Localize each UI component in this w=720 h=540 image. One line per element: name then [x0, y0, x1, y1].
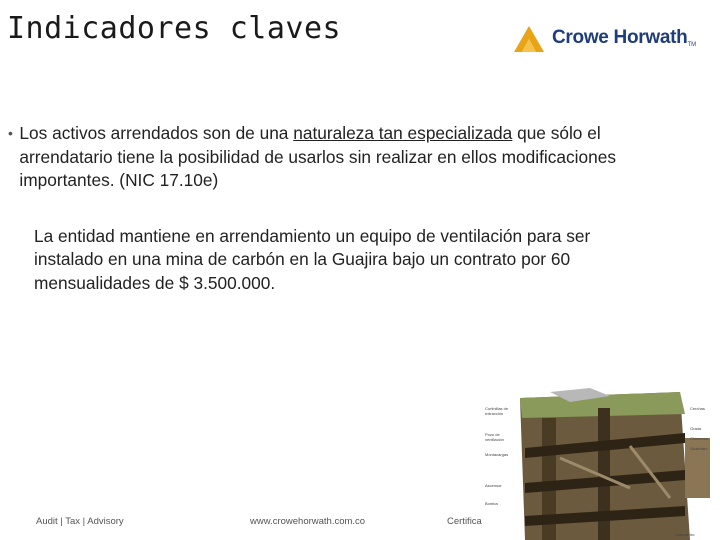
- footer-services: Audit | Tax | Advisory: [36, 516, 124, 527]
- slide-body: [8, 122, 628, 295]
- svg-text:Montacargas: Montacargas: [485, 452, 509, 457]
- crowe-logo-icon: [512, 22, 546, 54]
- svg-text:Yacimiento: Yacimiento: [675, 532, 695, 537]
- svg-text:Chimenea: Chimenea: [690, 436, 709, 441]
- logo-wordmark: Crowe Horwath: [552, 27, 688, 48]
- svg-text:Cortinillas de: Cortinillas de: [485, 406, 509, 411]
- lease-paragraph: La entidad mantiene en arrendamiento un equipo de ventilación para ser instalado en una mina de carbón en la Guajira bajo un contrato por 60 mensualidades de $ 3.500.000.: [34, 225, 591, 293]
- svg-text:Pozo de: Pozo de: [485, 432, 500, 437]
- p1-text-start: Los activos arrendados son de una: [19, 123, 294, 143]
- bullet-icon: •: [8, 125, 13, 141]
- footer-certification: Certifica: [447, 516, 482, 527]
- bullet-item: [8, 122, 628, 193]
- svg-text:ventilación: ventilación: [485, 437, 504, 442]
- coal-mine-illustration: [480, 388, 720, 540]
- svg-text:Ascensor: Ascensor: [485, 483, 502, 488]
- p1-text-end: que sólo el arrendatario tiene la posibilidad de usarlos sin realizar en ellos modificaciones importantes. (NIC 17.10e): [19, 123, 616, 190]
- logo-trademark: TM: [687, 42, 697, 48]
- crowe-horwath-logo: [512, 18, 696, 58]
- svg-text:Cerchas: Cerchas: [690, 406, 705, 411]
- svg-text:Guacharo: Guacharo: [690, 446, 708, 451]
- svg-text:Grada: Grada: [690, 426, 702, 431]
- slide-title: Indicadores claves: [7, 11, 342, 46]
- footer-website[interactable]: www.crowehorwath.com.co: [250, 516, 366, 527]
- p1-underlined-text: naturaleza tan especializada: [293, 123, 513, 143]
- bullet-paragraph: [19, 122, 628, 193]
- svg-text:extracción: extracción: [485, 411, 504, 416]
- svg-text:Bomba: Bomba: [485, 501, 498, 506]
